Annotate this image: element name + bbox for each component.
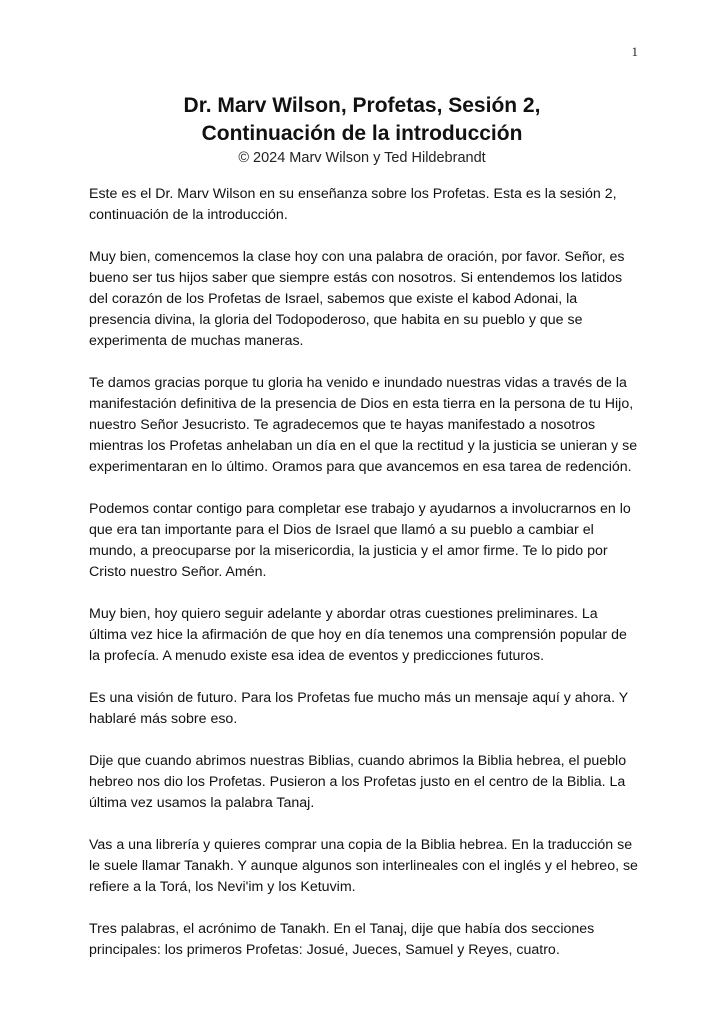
document-title-line-2: Continuación de la introducción [201, 122, 523, 145]
paragraph: Vas a una librería y quieres comprar una copia de la Biblia hebrea. En la traducción se le suele llamar Tanakh. Y aunque algunos son interlineales con el inglés y el hebreo, se refiere a la Torá, los Nevi'im y los Ketuvim. [89, 837, 638, 895]
paragraph: Podemos contar contigo para completar ese trabajo y ayudarnos a involucrarnos en lo que era tan importante para el Dios de Israel que llamó a su pueblo a cambiar el mundo, a preocuparse por la misericordia, la justicia y el amor firme. Te lo pido por Cristo nuestro Señor. Amén. [89, 501, 631, 580]
paragraph: Muy bien, hoy quiero seguir adelante y abordar otras cuestiones preliminares. La última vez hice la afirmación de que hoy en día tenemos una comprensión popular de la profecía. A menudo existe esa idea de eventos y predicciones futuros. [89, 606, 627, 664]
copyright-notice: © 2024 Marv Wilson y Ted Hildebrandt [238, 150, 486, 166]
document-header [0, 92, 724, 168]
document-title-line-1: Dr. Marv Wilson, Profetas, Sesión 2, [183, 94, 541, 117]
paragraph: Muy bien, comencemos la clase hoy con una palabra de oración, por favor. Señor, es bueno ser tus hijos saber que siempre estás con nosotros. Si entendemos los latidos del corazón de los Profetas de Israel, sabemos que existe el kabod Adonai, la presencia divina, la gloria del Todopoderoso, que habita en su pueblo y que se experimenta de muchas maneras. [89, 249, 625, 349]
paragraph: Dije que cuando abrimos nuestras Biblias, cuando abrimos la Biblia hebrea, el pueblo hebreo nos dio los Profetas. Pusieron a los Profetas justo en el centro de la Biblia. La última vez usamos la palabra Tanaj. [89, 753, 627, 811]
paragraph: Te damos gracias porque tu gloria ha venido e inundado nuestras vidas a través de la manifestación definitiva de la presencia de Dios en esta tierra en la persona de tu Hijo, nuestro Señor Jesucristo. Te agradecemos que te hayas manifestado a nosotros mientras los Profetas anhelaban un día en el que la rectitud y la justicia se unieran y se experimentaran en lo último. Oramos para que avancemos en esa tarea de redención. [89, 375, 638, 475]
paragraph: Este es el Dr. Marv Wilson en su enseñanza sobre los Profetas. Esta es la sesión 2, continuación de la introducción. [89, 186, 617, 223]
paragraph: Es una visión de futuro. Para los Profetas fue mucho más un mensaje aquí y ahora. Y hablaré más sobre eso. [89, 690, 628, 727]
document-body [89, 184, 639, 982]
paragraph: Tres palabras, el acrónimo de Tanakh. En el Tanaj, dije que había dos secciones principales: los primeros Profetas: Josué, Jueces, Samuel y Reyes, cuatro. [89, 921, 595, 958]
page-number: 1 [631, 44, 638, 59]
